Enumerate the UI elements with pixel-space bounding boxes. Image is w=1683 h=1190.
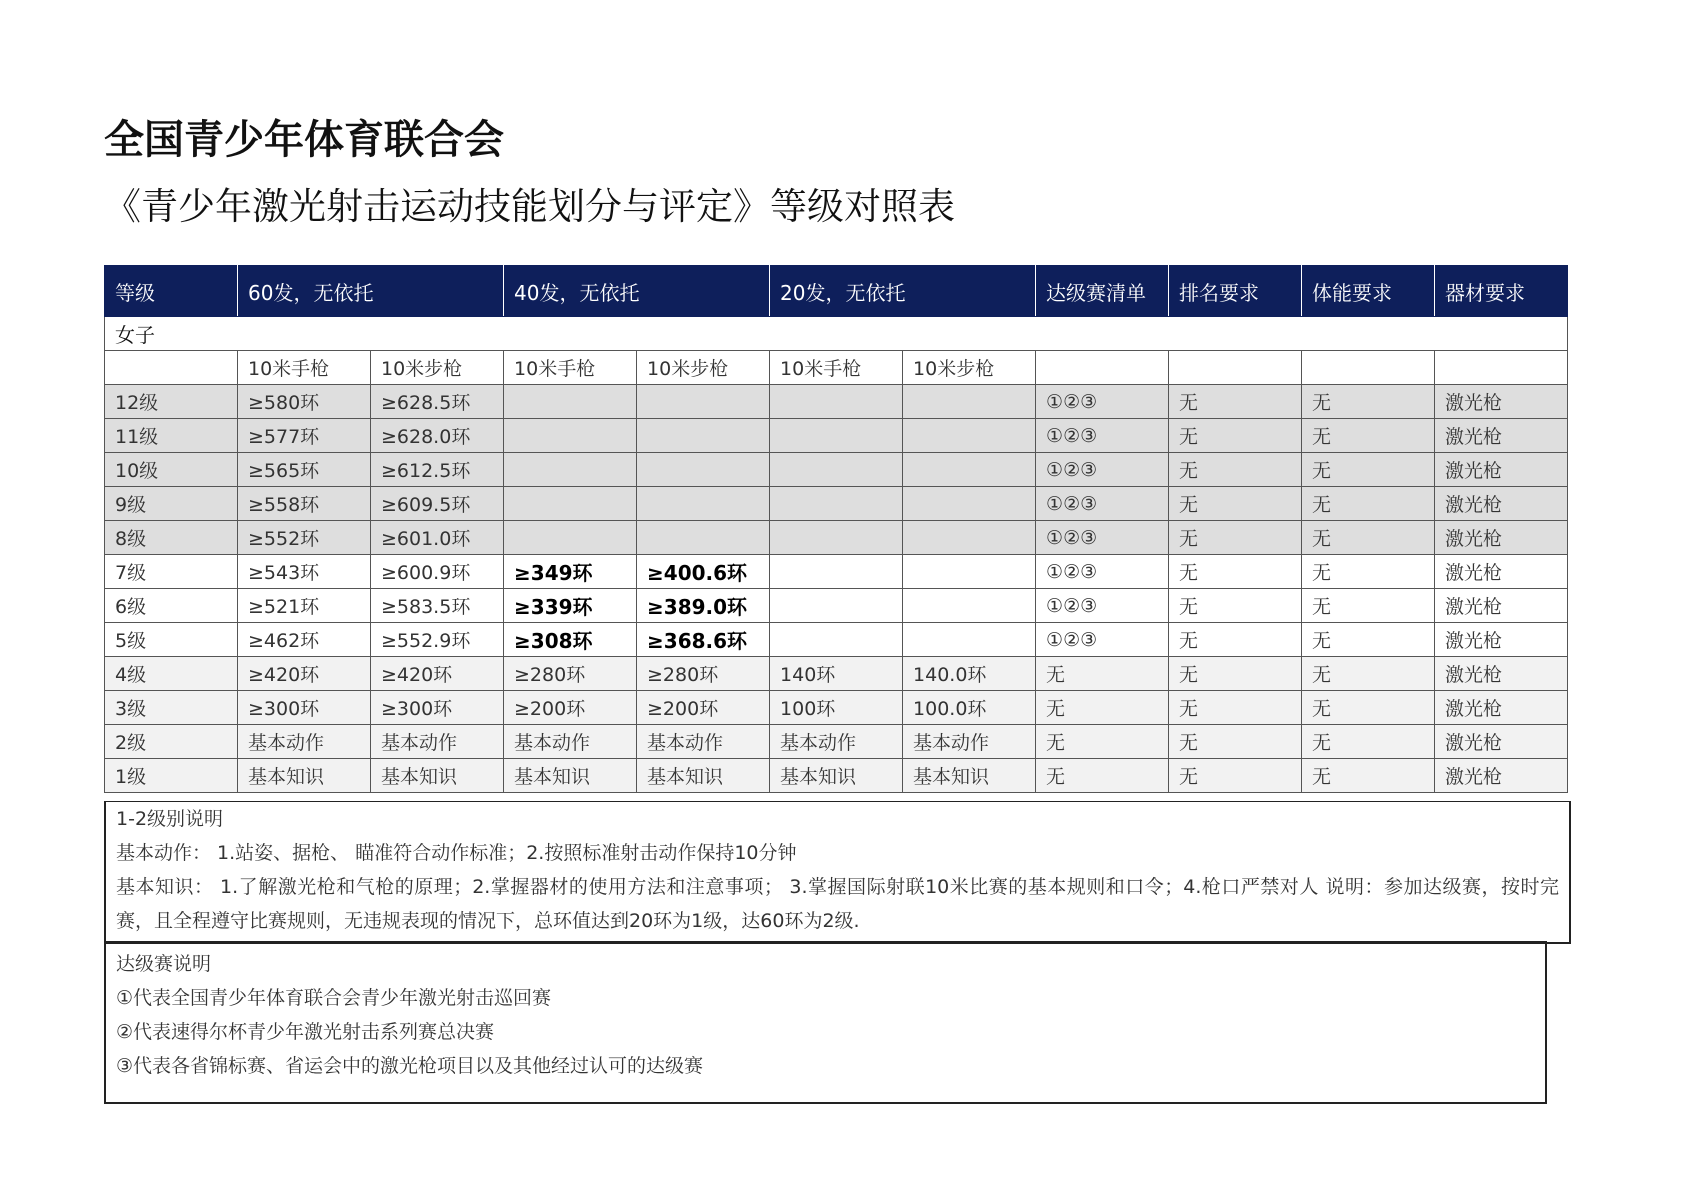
table-row <box>105 555 1568 589</box>
table-row <box>105 419 1568 453</box>
competition-list-cell: ①②③ <box>1036 623 1169 657</box>
subheader-cell: 10米步枪 <box>371 351 504 385</box>
header-20-shots: 20发，无依托 <box>770 266 1036 317</box>
equipment-cell: 激光枪 <box>1435 487 1568 521</box>
grade-cell: 1级 <box>105 759 238 793</box>
rank-cell: 无 <box>1169 759 1302 793</box>
equipment-cell: 激光枪 <box>1435 725 1568 759</box>
level-notes-title: 1-2级别说明 <box>116 808 224 830</box>
subheader-empty <box>1435 351 1568 385</box>
table-row <box>105 453 1568 487</box>
grade-cell: 6级 <box>105 589 238 623</box>
score-20-rifle <box>903 589 1036 623</box>
table-row <box>105 521 1568 555</box>
score-60-rifle: ≥612.5环 <box>371 453 504 487</box>
header-equipment-requirement: 器材要求 <box>1435 266 1568 317</box>
score-60-pistol: ≥558环 <box>238 487 371 521</box>
competition-list-cell: ①②③ <box>1036 487 1169 521</box>
subheader-cell: 10米步枪 <box>637 351 770 385</box>
fitness-cell: 无 <box>1302 385 1435 419</box>
header-grade: 等级 <box>105 266 238 317</box>
header-60-shots: 60发，无依托 <box>238 266 504 317</box>
score-20-rifle <box>903 521 1036 555</box>
score-20-pistol <box>770 419 903 453</box>
subheader-empty <box>1302 351 1435 385</box>
score-60-pistol: ≥420环 <box>238 657 371 691</box>
competition-notes-title: 达级赛说明 <box>116 953 212 975</box>
score-40-rifle <box>637 487 770 521</box>
subheader-empty <box>105 351 238 385</box>
rank-cell: 无 <box>1169 691 1302 725</box>
competition-note-1: ①代表全国青少年体育联合会青少年激光射击巡回赛 <box>116 987 552 1009</box>
grade-cell: 12级 <box>105 385 238 419</box>
section-row-female <box>105 317 1568 351</box>
grade-cell: 10级 <box>105 453 238 487</box>
score-20-rifle <box>903 419 1036 453</box>
fitness-cell: 无 <box>1302 623 1435 657</box>
equipment-cell: 激光枪 <box>1435 759 1568 793</box>
competition-list-cell: 无 <box>1036 759 1169 793</box>
score-60-pistol: 基本动作 <box>238 725 371 759</box>
score-20-pistol <box>770 589 903 623</box>
score-60-rifle: ≥420环 <box>371 657 504 691</box>
score-60-pistol: ≥543环 <box>238 555 371 589</box>
fitness-cell: 无 <box>1302 487 1435 521</box>
competition-list-cell: ①②③ <box>1036 385 1169 419</box>
table-row <box>105 385 1568 419</box>
table-row <box>105 487 1568 521</box>
header-rank-requirement: 排名要求 <box>1169 266 1302 317</box>
competition-notes <box>104 941 1547 1104</box>
equipment-cell: 激光枪 <box>1435 589 1568 623</box>
score-20-rifle: 基本知识 <box>903 759 1036 793</box>
subheader-cell: 10米手枪 <box>770 351 903 385</box>
score-40-pistol <box>504 487 637 521</box>
score-20-rifle <box>903 385 1036 419</box>
fitness-cell: 无 <box>1302 453 1435 487</box>
score-60-rifle: ≥601.0环 <box>371 521 504 555</box>
score-20-pistol: 基本知识 <box>770 759 903 793</box>
score-20-rifle <box>903 555 1036 589</box>
score-40-pistol: ≥280环 <box>504 657 637 691</box>
score-40-rifle: ≥280环 <box>637 657 770 691</box>
score-60-rifle: ≥628.0环 <box>371 419 504 453</box>
grade-cell: 8级 <box>105 521 238 555</box>
equipment-cell: 激光枪 <box>1435 419 1568 453</box>
competition-list-cell: ①②③ <box>1036 419 1169 453</box>
rank-cell: 无 <box>1169 725 1302 759</box>
rank-cell: 无 <box>1169 555 1302 589</box>
equipment-cell: 激光枪 <box>1435 555 1568 589</box>
score-20-pistol <box>770 623 903 657</box>
score-40-rifle <box>637 521 770 555</box>
competition-note-3: ③代表各省锦标赛、省运会中的激光枪项目以及其他经过认可的达级赛 <box>116 1055 704 1077</box>
document-subtitle: 《青少年激光射击运动技能划分与评定》等级对照表 <box>104 185 955 228</box>
table-row <box>105 759 1568 793</box>
score-40-pistol <box>504 419 637 453</box>
score-40-pistol: ≥308环 <box>504 623 637 657</box>
score-40-rifle: ≥200环 <box>637 691 770 725</box>
subheader-empty <box>1036 351 1169 385</box>
score-40-rifle: 基本动作 <box>637 725 770 759</box>
grade-rows <box>105 385 1568 793</box>
table-row <box>105 657 1568 691</box>
rank-cell: 无 <box>1169 623 1302 657</box>
level-notes <box>104 801 1571 944</box>
table-row <box>105 623 1568 657</box>
score-20-pistol <box>770 521 903 555</box>
competition-list-cell: 无 <box>1036 725 1169 759</box>
equipment-cell: 激光枪 <box>1435 453 1568 487</box>
score-40-pistol: 基本动作 <box>504 725 637 759</box>
competition-list-cell: ①②③ <box>1036 453 1169 487</box>
header-fitness-requirement: 体能要求 <box>1302 266 1435 317</box>
table-header-row <box>105 266 1568 317</box>
score-20-pistol: 100环 <box>770 691 903 725</box>
score-60-pistol: ≥521环 <box>238 589 371 623</box>
score-40-rifle: ≥389.0环 <box>637 589 770 623</box>
score-20-pistol <box>770 385 903 419</box>
basic-action-note: 基本动作： 1.站姿、据枪、 瞄准符合动作标准；2.按照标准射击动作保持10分钟 <box>116 842 797 864</box>
score-40-rifle: ≥400.6环 <box>637 555 770 589</box>
header-competition-list: 达级赛清单 <box>1036 266 1169 317</box>
equipment-cell: 激光枪 <box>1435 521 1568 555</box>
fitness-cell: 无 <box>1302 419 1435 453</box>
fitness-cell: 无 <box>1302 589 1435 623</box>
fitness-cell: 无 <box>1302 555 1435 589</box>
score-60-pistol: 基本知识 <box>238 759 371 793</box>
score-20-rifle <box>903 453 1036 487</box>
score-60-rifle: ≥600.9环 <box>371 555 504 589</box>
score-20-pistol <box>770 487 903 521</box>
score-20-rifle <box>903 487 1036 521</box>
score-20-rifle: 100.0环 <box>903 691 1036 725</box>
competition-list-cell: ①②③ <box>1036 555 1169 589</box>
score-40-rifle: 基本知识 <box>637 759 770 793</box>
fitness-cell: 无 <box>1302 657 1435 691</box>
grade-cell: 7级 <box>105 555 238 589</box>
score-40-rifle: ≥368.6环 <box>637 623 770 657</box>
grade-cell: 11级 <box>105 419 238 453</box>
fitness-cell: 无 <box>1302 725 1435 759</box>
score-20-rifle <box>903 623 1036 657</box>
subheader-cell: 10米手枪 <box>504 351 637 385</box>
score-20-pistol: 基本动作 <box>770 725 903 759</box>
rank-cell: 无 <box>1169 385 1302 419</box>
subheader-cell: 10米手枪 <box>238 351 371 385</box>
score-40-pistol <box>504 453 637 487</box>
competition-list-cell: ①②③ <box>1036 521 1169 555</box>
score-60-rifle: 基本知识 <box>371 759 504 793</box>
grade-cell: 3级 <box>105 691 238 725</box>
score-40-rifle <box>637 385 770 419</box>
score-20-pistol <box>770 555 903 589</box>
rank-cell: 无 <box>1169 453 1302 487</box>
rank-cell: 无 <box>1169 521 1302 555</box>
competition-list-cell: ①②③ <box>1036 589 1169 623</box>
score-20-pistol <box>770 453 903 487</box>
table-row <box>105 725 1568 759</box>
rank-cell: 无 <box>1169 657 1302 691</box>
score-40-pistol: 基本知识 <box>504 759 637 793</box>
score-40-pistol: ≥339环 <box>504 589 637 623</box>
score-60-pistol: ≥565环 <box>238 453 371 487</box>
score-60-pistol: ≥552环 <box>238 521 371 555</box>
equipment-cell: 激光枪 <box>1435 691 1568 725</box>
table-row <box>105 691 1568 725</box>
score-40-rifle <box>637 453 770 487</box>
score-40-rifle <box>637 419 770 453</box>
fitness-cell: 无 <box>1302 521 1435 555</box>
score-60-pistol: ≥580环 <box>238 385 371 419</box>
score-40-pistol: ≥200环 <box>504 691 637 725</box>
competition-list-cell: 无 <box>1036 657 1169 691</box>
score-20-pistol: 140环 <box>770 657 903 691</box>
score-40-pistol <box>504 385 637 419</box>
grade-cell: 2级 <box>105 725 238 759</box>
subheader-cell: 10米步枪 <box>903 351 1036 385</box>
rank-cell: 无 <box>1169 589 1302 623</box>
score-60-pistol: ≥300环 <box>238 691 371 725</box>
equipment-cell: 激光枪 <box>1435 385 1568 419</box>
fitness-cell: 无 <box>1302 691 1435 725</box>
score-20-rifle: 140.0环 <box>903 657 1036 691</box>
grade-cell: 4级 <box>105 657 238 691</box>
table-row <box>105 589 1568 623</box>
equipment-cell: 激光枪 <box>1435 623 1568 657</box>
score-20-rifle: 基本动作 <box>903 725 1036 759</box>
subheader-empty <box>1169 351 1302 385</box>
subheader-row <box>105 351 1568 385</box>
basic-knowledge-note: 基本知识： 1.了解激光枪和气枪的原理；2.掌握器材的使用方法和注意事项； 3.掌握国际射联10米比赛的基本规则和口令；4.枪口严禁对人 说明：参加达级赛，按时完赛，且全程遵守比赛规则，无违规表现的情况下，总环值达到20环为1级，达60环为2级. <box>116 876 1559 932</box>
score-60-pistol: ≥462环 <box>238 623 371 657</box>
grade-cell: 5级 <box>105 623 238 657</box>
fitness-cell: 无 <box>1302 759 1435 793</box>
equipment-cell: 激光枪 <box>1435 657 1568 691</box>
score-60-rifle: ≥552.9环 <box>371 623 504 657</box>
rank-cell: 无 <box>1169 419 1302 453</box>
grade-cell: 9级 <box>105 487 238 521</box>
score-60-pistol: ≥577环 <box>238 419 371 453</box>
rank-cell: 无 <box>1169 487 1302 521</box>
score-60-rifle: ≥583.5环 <box>371 589 504 623</box>
score-60-rifle: ≥628.5环 <box>371 385 504 419</box>
score-60-rifle: ≥609.5环 <box>371 487 504 521</box>
score-60-rifle: ≥300环 <box>371 691 504 725</box>
competition-list-cell: 无 <box>1036 691 1169 725</box>
score-60-rifle: 基本动作 <box>371 725 504 759</box>
document-title: 全国青少年体育联合会 <box>104 117 504 163</box>
score-40-pistol <box>504 521 637 555</box>
grade-table <box>104 265 1568 793</box>
competition-note-2: ②代表速得尔杯青少年激光射击系列赛总决赛 <box>116 1021 495 1043</box>
section-label: 女子 <box>105 317 1568 351</box>
header-40-shots: 40发，无依托 <box>504 266 770 317</box>
score-40-pistol: ≥349环 <box>504 555 637 589</box>
